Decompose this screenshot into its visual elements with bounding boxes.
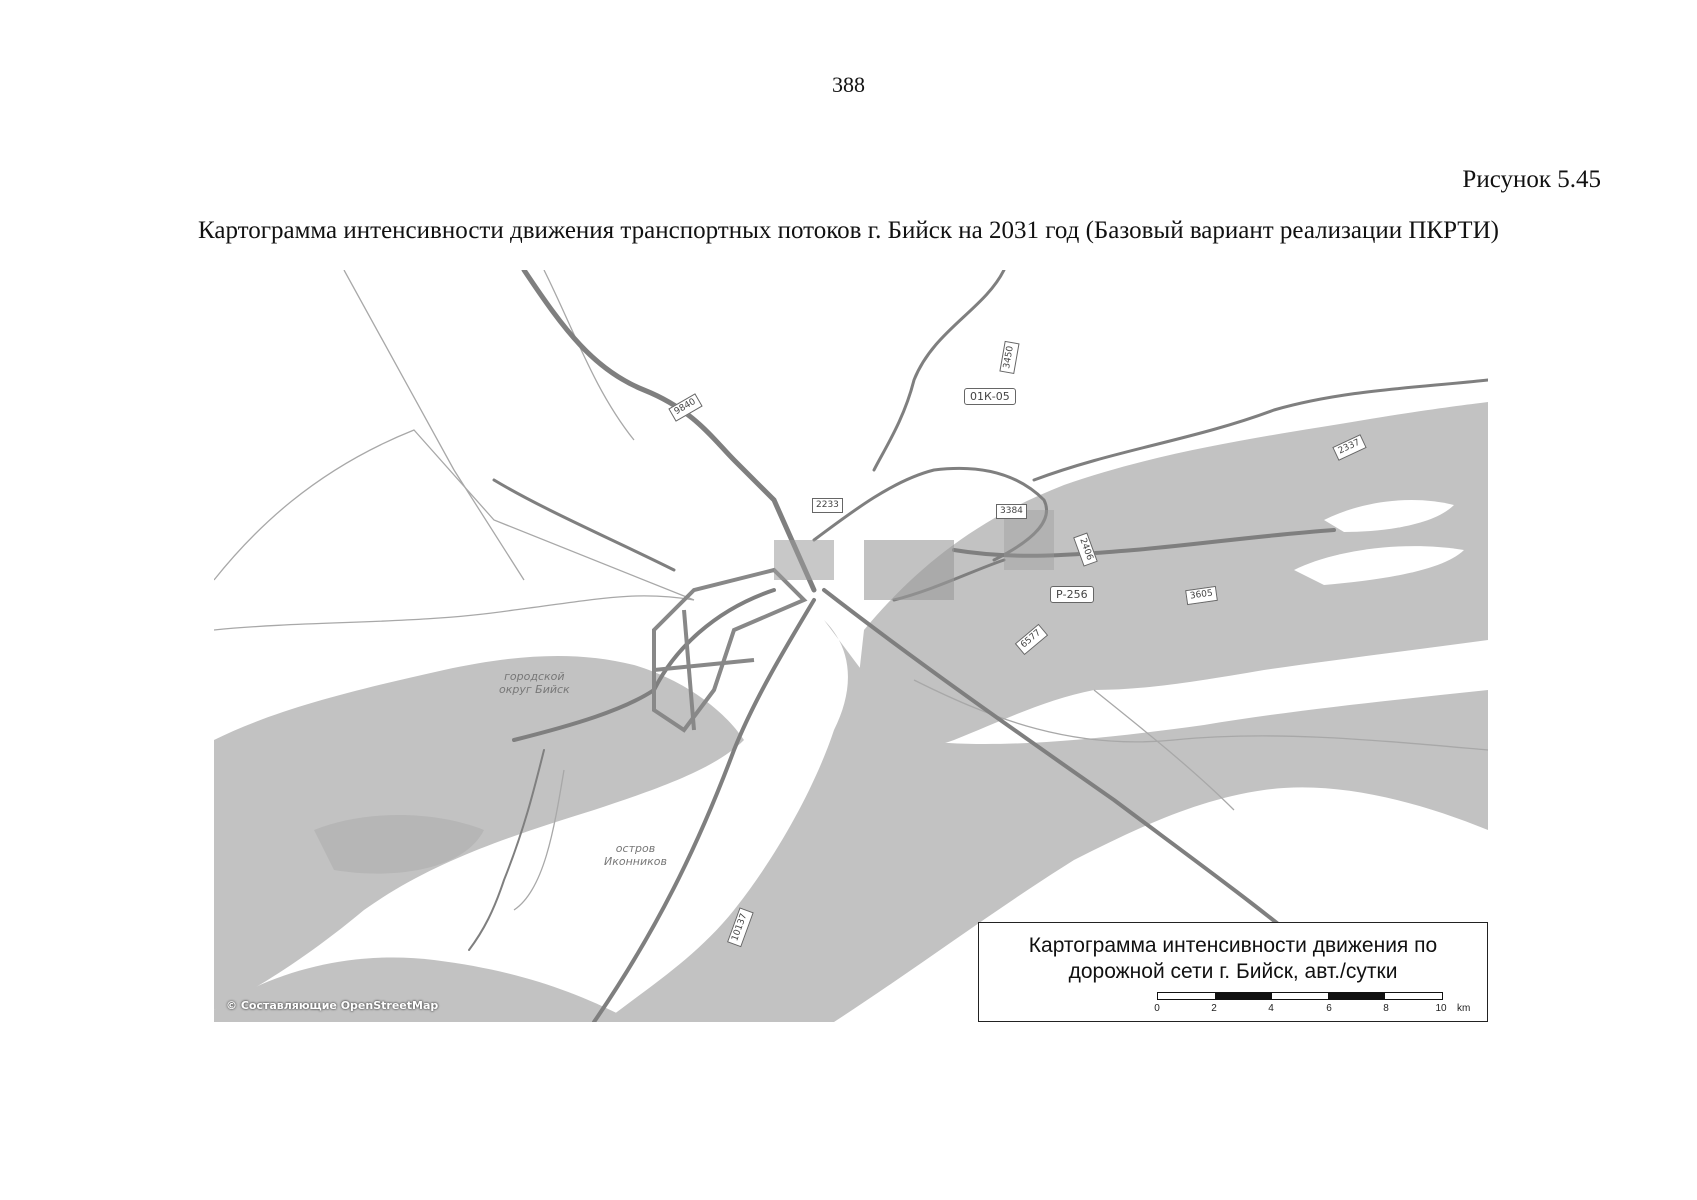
island-label <box>604 842 667 868</box>
map-attribution[interactable]: © Составляющие OpenStreetMap <box>226 999 439 1012</box>
scale-tick: 8 <box>1383 1003 1389 1014</box>
road-3450 <box>874 270 1004 470</box>
road-tag-2337: 2337 <box>1332 434 1366 461</box>
scale-segment <box>1328 993 1385 999</box>
road-tag-2233: 2233 <box>812 498 843 513</box>
figure-number: Рисунок 5.45 <box>1462 166 1601 193</box>
okrug-label-line1: городской <box>504 670 565 683</box>
okrug-label <box>499 670 570 696</box>
legend-title-line2: дорожной сети г. Бийск, авт./сутки <box>1068 960 1398 983</box>
scale-tick: 10 <box>1435 1003 1447 1014</box>
legend-title <box>979 933 1487 985</box>
boundary-west <box>214 596 694 630</box>
scale-segment <box>1215 993 1272 999</box>
legend-title-line1: Картограмма интенсивности движения по <box>1028 934 1438 957</box>
lake-southwest <box>314 815 484 874</box>
island-label-line2: Иконников <box>604 855 667 868</box>
road-west-1 <box>214 430 694 600</box>
okrug-label-line2: округ Бийск <box>499 683 570 696</box>
scale-tick: 6 <box>1326 1003 1332 1014</box>
scale-tick: 4 <box>1268 1003 1274 1014</box>
block-northeast <box>1004 510 1054 570</box>
scale-unit: km <box>1457 1003 1471 1014</box>
block-center <box>774 540 834 580</box>
scale-bar <box>1157 992 1443 1000</box>
page-number: 388 <box>832 72 865 97</box>
road-tag-3450: 3450 <box>999 341 1019 374</box>
scale-tick: 2 <box>1211 1003 1217 1014</box>
island-label-line1: остров <box>615 842 656 855</box>
scale-ticks <box>1154 1003 1471 1017</box>
road-tag-10137: 10137 <box>727 908 754 948</box>
road-tag-3605: 3605 <box>1185 586 1218 605</box>
road-tag-2406: 2406 <box>1073 532 1098 566</box>
road-tag-r256: Р-256 <box>1050 586 1094 603</box>
scale-segment <box>1272 993 1329 999</box>
figure-title: Картограмма интенсивности движения транспортных потоков г. Бийск на 2031 год (Базовый вариант реализации ПКРТИ) <box>198 217 1499 244</box>
map-legend <box>978 922 1488 1022</box>
scale-segment <box>1158 993 1215 999</box>
road-tag-01k05: 01К-05 <box>964 388 1016 405</box>
railway-northwest <box>344 270 524 580</box>
map-canvas <box>214 270 1488 1022</box>
road-tag-9840: 9840 <box>668 393 702 421</box>
scale-tick: 0 <box>1154 1003 1160 1014</box>
road-9840 <box>524 270 814 590</box>
scale-segment <box>1385 993 1442 999</box>
block-east <box>864 540 954 600</box>
road-tag-6577: 6577 <box>1015 624 1048 655</box>
road-tag-3384: 3384 <box>996 504 1027 519</box>
traffic-map <box>214 270 1488 1022</box>
